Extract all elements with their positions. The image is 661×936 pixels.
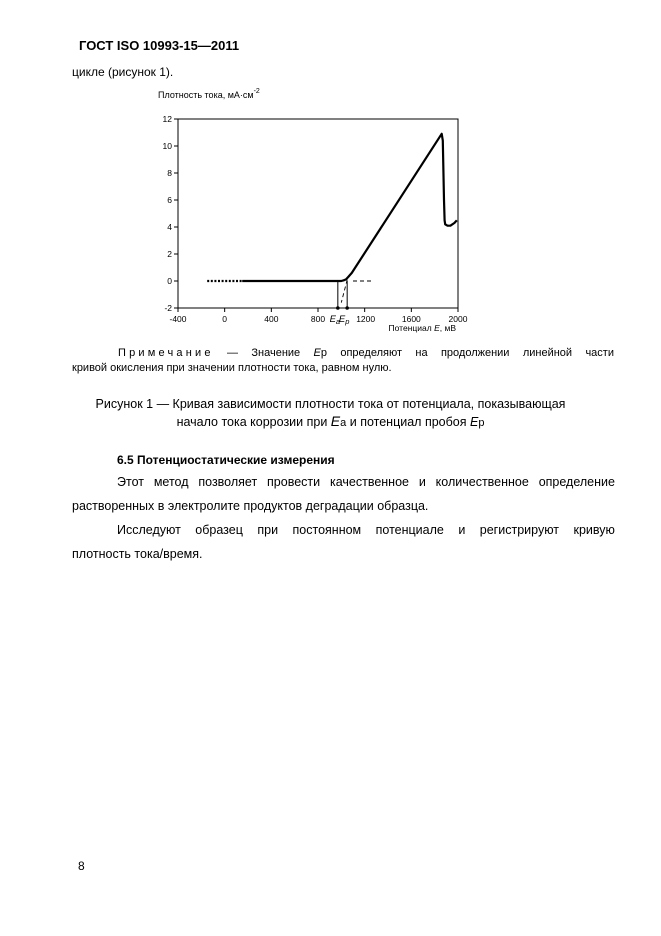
note-ep-symbol: Eр: [313, 347, 327, 359]
x-tick-label: 1600: [401, 314, 421, 324]
current-density-chart: [150, 85, 470, 340]
y-axis-title: [158, 88, 260, 100]
caption-ea-base: E: [330, 413, 341, 429]
note-word-5: линейной: [522, 347, 573, 359]
note-dash: —: [227, 347, 239, 359]
note-word-4: продолжении: [440, 347, 510, 359]
note-word-2: определяют: [340, 347, 403, 359]
p2-word: и: [458, 523, 466, 537]
intro-text: цикле (рисунок 1).: [72, 65, 174, 79]
p1-word: провести: [267, 475, 321, 489]
figure-caption-line-1: Рисунок 1 — Кривая зависимости плотности тока от потенциала, показывающая: [95, 397, 566, 411]
paragraph-2-line-1: [117, 523, 615, 537]
paragraph-1-line-1: [117, 475, 615, 489]
p2-word: регистрируют: [479, 523, 560, 537]
y-axis-title-main: Плотность тока, мА·см: [158, 90, 254, 100]
p2-word: потенциале: [375, 523, 444, 537]
note-word-1: Значение: [251, 347, 301, 359]
x-tick-label: 2000: [448, 314, 468, 324]
series-current-density: [242, 134, 457, 281]
p1-word: Этот: [117, 475, 144, 489]
p1-word: метод: [153, 475, 189, 489]
potential-marker-dot: [345, 306, 349, 310]
x-tick-label: -400: [169, 314, 187, 324]
paragraph-1-line-2: растворенных в электролите продуктов деградации образца.: [72, 499, 429, 513]
section-title: 6.5 Потенциостатические измерения: [117, 453, 335, 467]
x-axis-title-main: Потенциал: [388, 323, 435, 333]
p1-word: определение: [538, 475, 615, 489]
y-tick-label: 0: [167, 276, 172, 286]
caption-text-a: начало тока коррозии при: [176, 415, 331, 429]
note-word-6: части: [585, 347, 614, 359]
note-line-1: [118, 347, 614, 359]
x-tick-label: 400: [264, 314, 279, 324]
paragraph-2-line-2: плотность тока/время.: [72, 547, 203, 561]
caption-ep-base: E: [469, 415, 479, 429]
p1-word: и: [418, 475, 426, 489]
marker-label-p: $E_p$: [338, 314, 350, 326]
p1-word: количественное: [435, 475, 529, 489]
x-tick-label: 800: [310, 314, 326, 324]
caption-ea-sub: a: [340, 417, 347, 429]
document-header: ГОСТ ISO 10993-15—2011: [79, 38, 240, 53]
x-axis-title: [389, 323, 457, 333]
marker-label-a: $E_a$: [329, 314, 341, 326]
p2-word: образец: [195, 523, 243, 537]
x-tick-label: 0: [222, 314, 228, 324]
x-axis-title-unit: , мВ: [439, 323, 456, 333]
caption-text-b: и потенциал пробоя: [346, 415, 470, 429]
figure-caption-line-2: [0, 413, 661, 429]
p2-word: Исследуют: [117, 523, 181, 537]
y-tick-label: 4: [167, 222, 172, 232]
y-tick-label: 2: [167, 249, 172, 259]
series-linear-extrapolation: [341, 280, 347, 303]
p2-word: кривую: [573, 523, 615, 537]
x-axis-title-symbol: E: [434, 323, 440, 333]
x-tick-label: 1200: [356, 314, 376, 324]
y-tick-label: 12: [162, 114, 172, 124]
y-tick-label: 10: [162, 141, 172, 151]
plot-frame: [178, 119, 458, 308]
y-axis-title-sup: -2: [253, 88, 260, 95]
note-line-2: кривой окисления при значении плотности тока, равном нулю.: [72, 362, 392, 374]
page-number: 8: [78, 859, 85, 873]
note-label: Примечание: [118, 347, 214, 359]
note-word-3: на: [415, 347, 428, 359]
potential-marker-dot: [336, 306, 340, 310]
y-tick-label: 6: [167, 195, 172, 205]
p1-word: качественное: [329, 475, 409, 489]
p1-word: позволяет: [198, 475, 258, 489]
p2-word: постоянном: [292, 523, 362, 537]
caption-ep-sub: р: [478, 417, 485, 429]
y-tick-label: 8: [167, 168, 172, 178]
y-tick-label: -2: [164, 303, 172, 313]
p2-word: при: [257, 523, 279, 537]
